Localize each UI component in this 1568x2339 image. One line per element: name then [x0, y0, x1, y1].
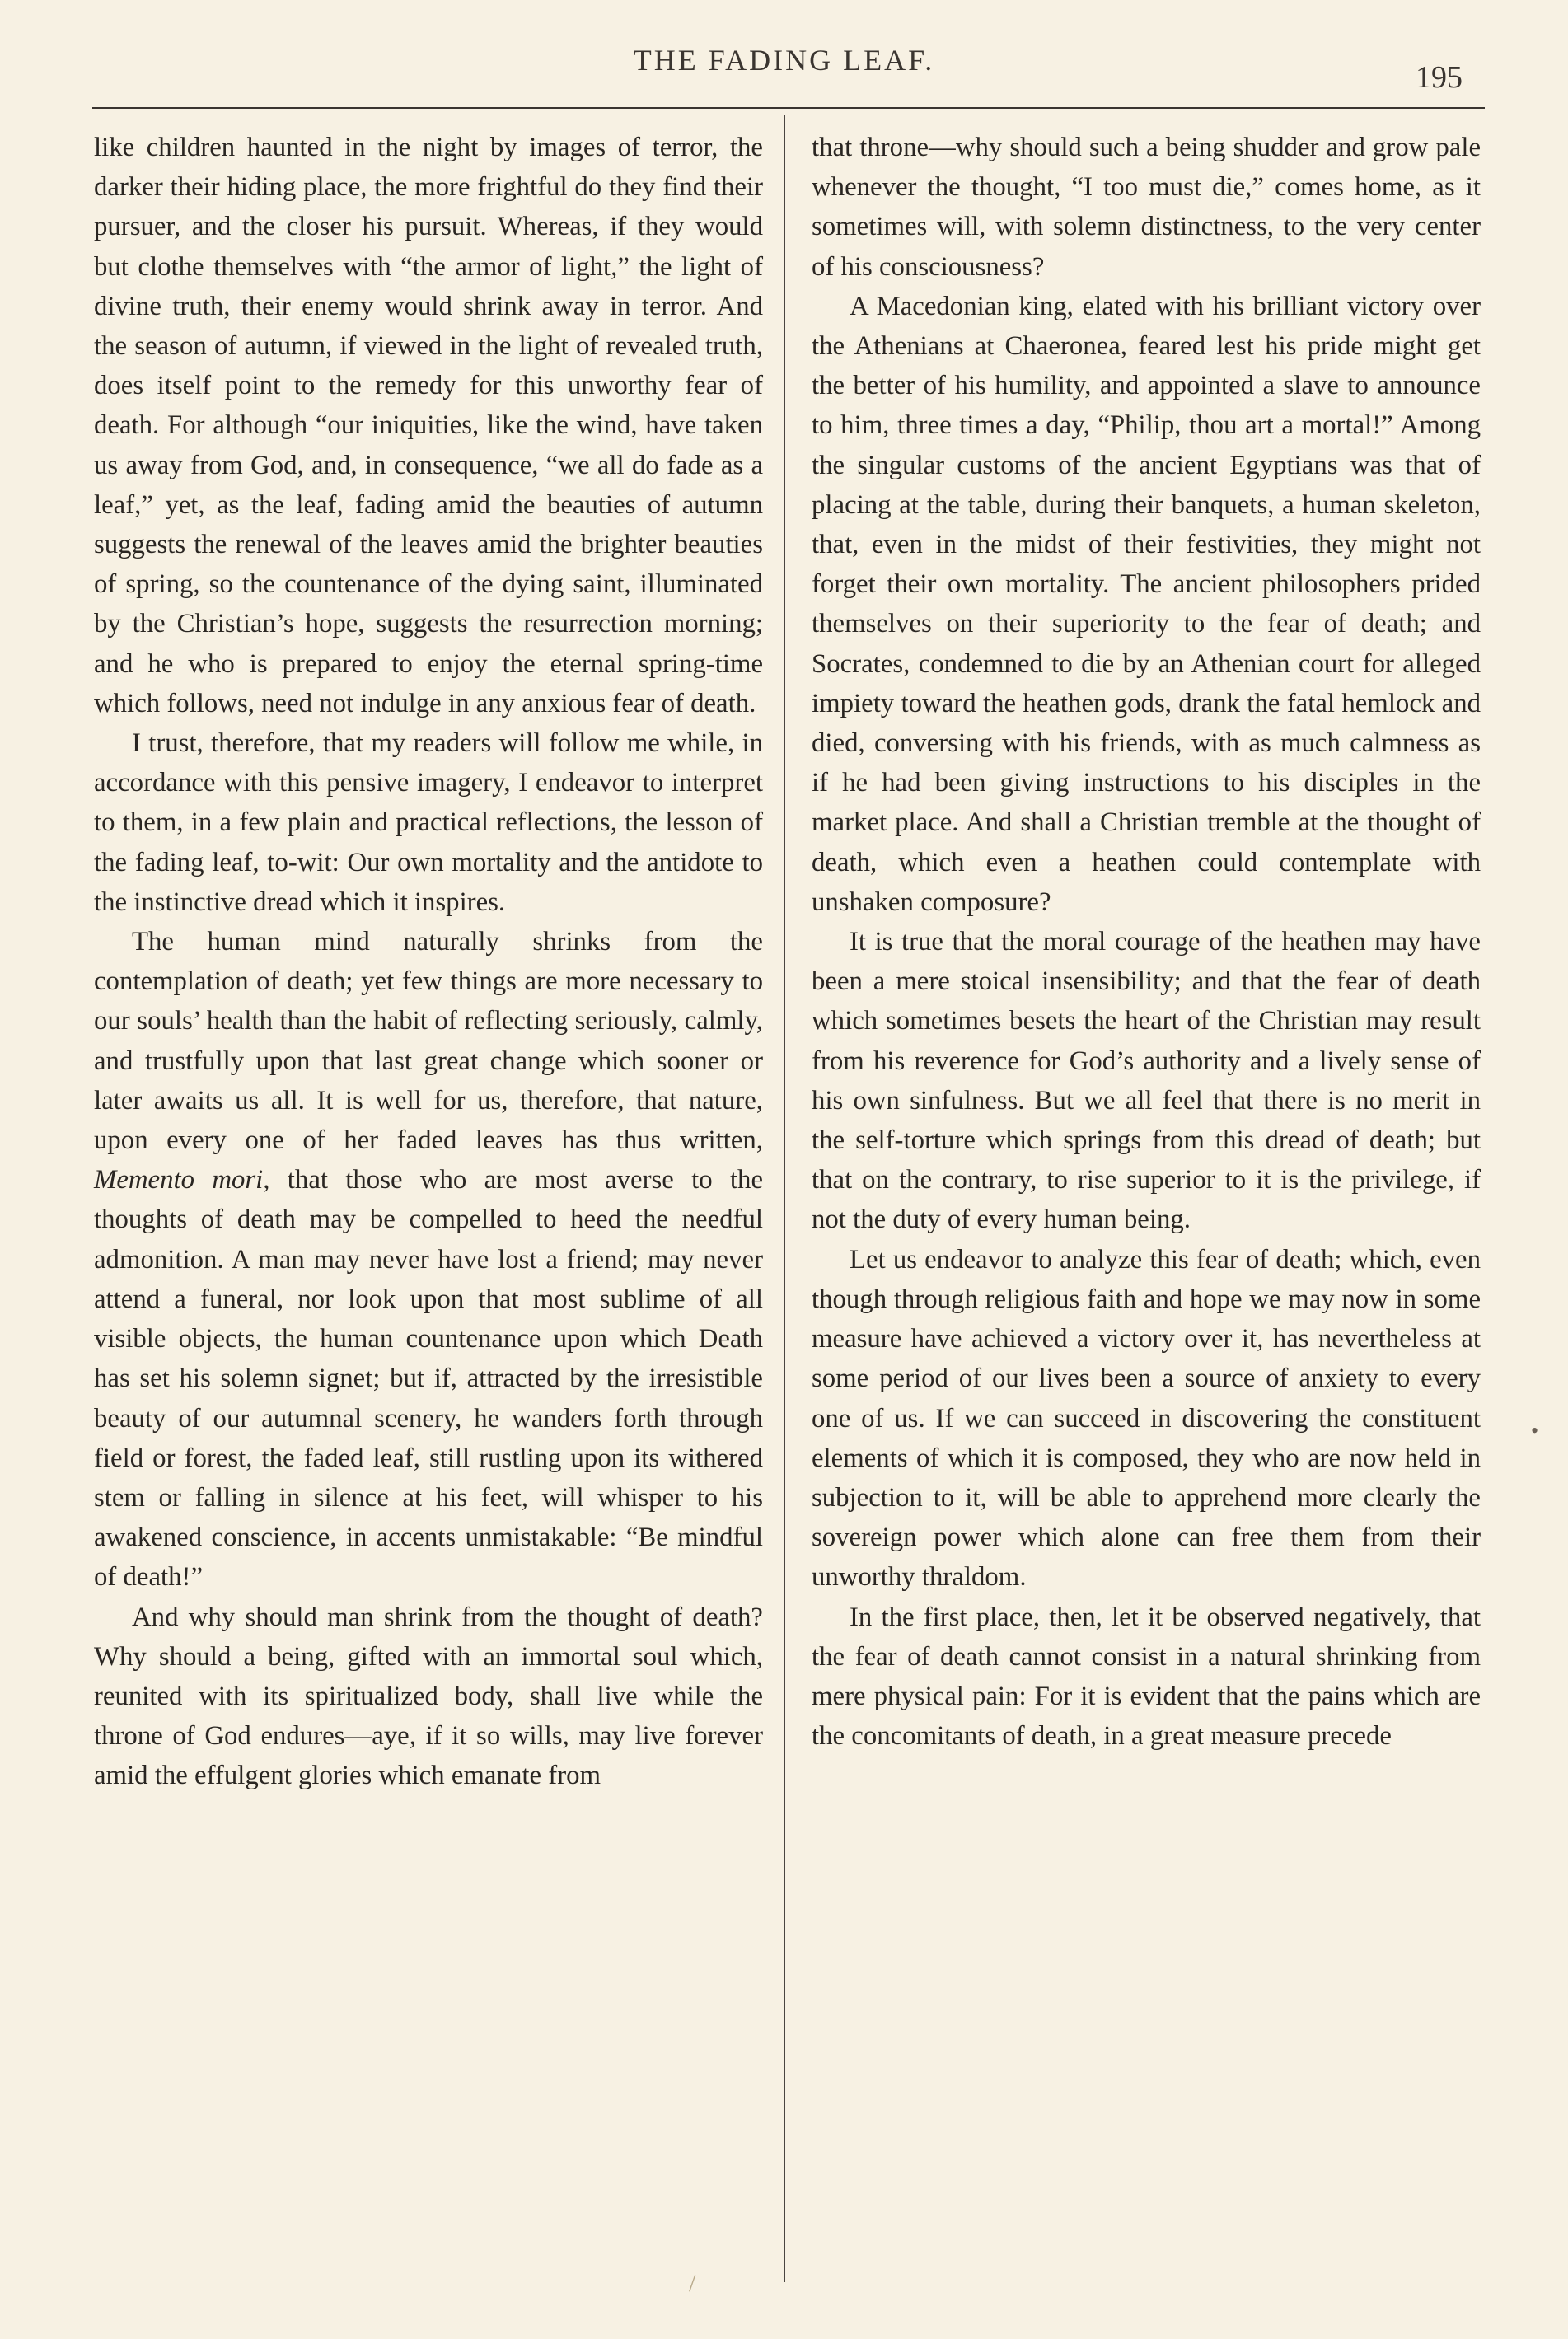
paragraph-memento — [94, 922, 763, 1597]
margin-dot: • — [1531, 1419, 1539, 1443]
paragraph: Let us endeavor to analyze this fear of death; which, even though through religious faith and hope we may now in some measure have achieved a victory over it, has nevertheless at some period of our lives been a source of anxiety to every one of us. If we can succeed in discovering the constituent elements of which it is composed, they who are now held in subjection to it, will be able to apprehend more clearly the sovereign power which alone can free them from their unworthy thraldom. — [812, 1244, 1481, 1593]
paragraph-text-rest: that those who are most averse to the thoughts of death may be compelled to heed the needful admonition. A man may never have lost a friend; may never attend a funeral, nor look upon that most sublime of all visible objects, the human countenance upon which Death has set his solemn signet; but if, attracted by the irresistible beauty of our autumnal scenery, he wanders forth through field or forest, the faded leaf, still rustling upon its withered stem or falling in silence at his feet, will whisper to his awakened conscience, in accents unmistakable: “Be mindful of death!” — [94, 1165, 763, 1593]
paragraph: I trust, therefore, that my readers will follow me while, in accordance with this pensive imagery, I endeavor to interpret to them, in a few plain and practical reflections, the lesson of the fading leaf, to-wit: Our own mortality and the antidote to the instinctive dread which it inspires. — [94, 728, 763, 917]
left-column — [94, 128, 763, 1796]
stray-pencil-mark: / — [689, 2270, 696, 2297]
paragraph-continued: like children haunted in the night by images of terror, the darker their hiding place, the more frightful do they find their pursuer, and the closer his pursuit. Whereas, if they would but clothe themselves with “the armor of light,” the light of divine truth, their enemy would shrink away in terror. And the season of autumn, if viewed in the light of revealed truth, does itself point to the remedy for this unworthy fear of death. For although “our iniquities, like the wind, have taken us away from God, and, in consequence, “we all do fade as a leaf,” yet, as the leaf, fading amid the beauties of autumn suggests the renewal of the leaves amid the brighter beauties of spring, so the countenance of the dying saint, illuminated by the Christian’s hope, suggests the resurrection morning; and he who is prepared to enjoy the eternal spring-time which follows, need not indulge in any anxious fear of death. — [94, 133, 763, 718]
latin-phrase: Memento mori, — [94, 1165, 270, 1195]
paragraph-text: The human mind naturally shrinks from the contemplation of death; yet few things are more necessary to our souls’ health than the habit of reflecting seriously, calmly, and trustfully upon that last great change which sooner or later awaits us all. It is well for us, therefore, that nature, upon every one of her faded leaves has thus written, — [94, 927, 763, 1156]
paragraph: In the first place, then, let it be observed negatively, that the fear of death cannot consist in a natural shrinking from mere physical pain: For it is evident that the pains which are the concomitants of death, in a great measure precede — [812, 1602, 1481, 1752]
header-rule — [92, 107, 1485, 109]
paragraph-continued: that throne—why should such a being shudder and grow pale whenever the thought, “I too must die,” comes home, as it sometimes will, with solemn distinctness, to the very center of his consciousness? — [812, 133, 1481, 282]
column-divider — [784, 115, 785, 2282]
page-number: 195 — [1416, 60, 1463, 95]
paragraph: A Macedonian king, elated with his brilliant victory over the Athenians at Chaeronea, feared lest his pride might get the better of his humility, and appointed a slave to announce to him, three times a day, “Philip, thou art a mortal!” Among the singular customs of the ancient Egyptians was that of placing at the table, during their banquets, a human skeleton, that, even in the midst of their festivities, they might not forget their own mortality. The ancient philosophers prided themselves on their superiority to the fear of death; and Socrates, condemned to die by an Athenian court for alleged impiety toward the heathen gods, drank the fatal hemlock and died, conversing with his friends, with as much calmness as if he had been giving instructions to his disciples in the market place. And shall a Christian tremble at the thought of death, which even a heathen could contemplate with unshaken composure? — [812, 291, 1481, 917]
right-column — [812, 128, 1481, 1756]
running-title: THE FADING LEAF. — [633, 44, 935, 77]
paragraph: And why should man shrink from the thought of death? Why should a being, gifted with an immortal soul which, reunited with its spiritualized body, shall live while the throne of God endures—aye, if it so wills, may live forever amid the effulgent glories which emanate from — [94, 1602, 763, 1791]
paragraph: It is true that the moral courage of the heathen may have been a mere stoical insensibility; and that the fear of death which sometimes besets the heart of the Christian may result from his reverence for God’s authority and a lively sense of his own sinfulness. But we all feel that there is no merit in the self-torture which springs from this dread of death; but that on the contrary, to rise superior to it is the privilege, if not the duty of every human being. — [812, 927, 1481, 1235]
